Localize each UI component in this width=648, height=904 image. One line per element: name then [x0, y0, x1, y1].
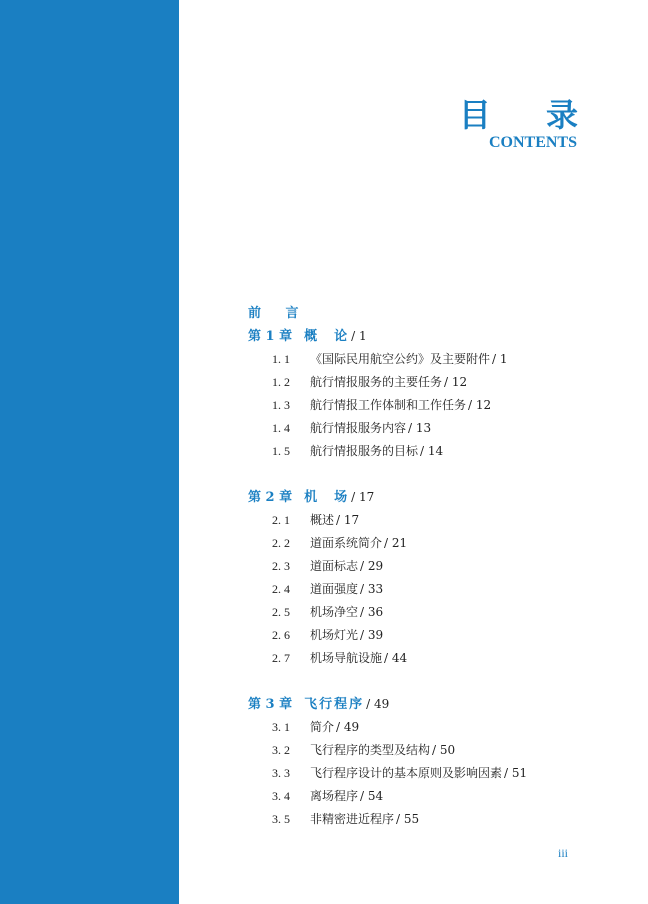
section-number: 3. 1 [272, 720, 290, 734]
toc-chapter [248, 325, 588, 463]
section-page: / 39 [360, 628, 384, 642]
section-page: / 51 [504, 766, 528, 780]
section-page: / 13 [408, 421, 432, 435]
chapter-page: / 1 [351, 329, 367, 343]
section-number: 1. 3 [272, 398, 290, 412]
section-page: / 29 [360, 559, 384, 573]
toc-chapter-entry[interactable] [248, 486, 588, 509]
toc-preface-link[interactable]: 前 言 [248, 306, 309, 321]
toc-section-entry[interactable] [248, 739, 588, 762]
section-page: / 54 [360, 789, 384, 803]
section-page: / 12 [468, 398, 492, 412]
chapter-title: 机 场 [304, 490, 350, 505]
table-of-contents [248, 302, 588, 831]
section-number: 1. 5 [272, 444, 290, 458]
toc-chapter [248, 693, 588, 831]
section-page: / 33 [360, 582, 384, 596]
section-title: 机场灯光 [310, 628, 359, 642]
chapter-page: / 17 [351, 490, 375, 504]
contents-title-cn: 目 录 [458, 96, 600, 134]
section-number: 2. 4 [272, 582, 290, 596]
toc-section-entry[interactable] [248, 785, 588, 808]
toc-section-entry[interactable] [248, 578, 588, 601]
chapter-label: 第 3 章 [248, 697, 293, 712]
chapter-label: 第 2 章 [248, 490, 293, 505]
toc-section-entry[interactable] [248, 348, 588, 371]
side-color-bar [0, 0, 179, 904]
section-number: 2. 2 [272, 536, 290, 550]
section-page: / 36 [360, 605, 384, 619]
contents-title-en: CONTENTS [488, 134, 577, 151]
section-title: 航行情报工作体制和工作任务 [310, 398, 467, 412]
toc-section-entry[interactable] [248, 371, 588, 394]
section-page: / 12 [444, 375, 468, 389]
toc-chapters [248, 325, 588, 831]
toc-section-entry[interactable] [248, 532, 588, 555]
section-title: 机场导航设施 [310, 651, 383, 665]
toc-section-entry[interactable] [248, 808, 588, 831]
section-title: 航行情报服务的主要任务 [310, 375, 443, 389]
toc-section-entry[interactable] [248, 555, 588, 578]
section-number: 3. 3 [272, 766, 290, 780]
section-number: 1. 4 [272, 421, 290, 435]
section-number: 2. 6 [272, 628, 290, 642]
section-number: 2. 1 [272, 513, 290, 527]
toc-section-entry[interactable] [248, 509, 588, 532]
section-number: 3. 4 [272, 789, 290, 803]
toc-chapter [248, 486, 588, 670]
section-page: / 44 [384, 651, 408, 665]
toc-chapter-entry[interactable] [248, 693, 588, 716]
section-title: 航行情报服务的目标 [310, 444, 419, 458]
section-page: / 17 [336, 513, 360, 527]
section-page: / 49 [336, 720, 360, 734]
toc-section-entry[interactable] [248, 716, 588, 739]
section-title: 《国际民用航空公约》及主要附件 [310, 352, 491, 366]
section-title: 机场净空 [310, 605, 359, 619]
toc-section-entry[interactable] [248, 417, 588, 440]
chapter-title: 飞行程序 [304, 697, 365, 712]
chapter-title: 概 论 [304, 329, 350, 344]
section-number: 2. 7 [272, 651, 290, 665]
section-page: / 55 [396, 812, 420, 826]
section-number: 3. 5 [272, 812, 290, 826]
toc-section-entry[interactable] [248, 601, 588, 624]
section-number: 1. 2 [272, 375, 290, 389]
section-title: 离场程序 [310, 789, 359, 803]
section-title: 飞行程序的类型及结构 [310, 743, 431, 757]
toc-section-entry[interactable] [248, 647, 588, 670]
toc-chapter-entry[interactable] [248, 325, 588, 348]
toc-section-entry[interactable] [248, 762, 588, 785]
page-number: iii [557, 846, 568, 860]
toc-section-entry[interactable] [248, 440, 588, 463]
toc-section-entry[interactable] [248, 624, 588, 647]
section-number: 2. 5 [272, 605, 290, 619]
section-page: / 50 [432, 743, 456, 757]
section-title: 非精密进近程序 [310, 812, 395, 826]
section-title: 简介 [310, 720, 335, 734]
section-title: 概述 [310, 513, 335, 527]
chapter-label: 第 1 章 [248, 329, 293, 344]
section-number: 1. 1 [272, 352, 290, 366]
toc-section-entry[interactable] [248, 394, 588, 417]
section-number: 3. 2 [272, 743, 290, 757]
section-page: / 1 [492, 352, 508, 366]
section-title: 飞行程序设计的基本原则及影响因素 [310, 766, 503, 780]
section-page: / 21 [384, 536, 408, 550]
section-number: 2. 3 [272, 559, 290, 573]
section-title: 道面标志 [310, 559, 359, 573]
section-title: 道面系统简介 [310, 536, 383, 550]
section-title: 道面强度 [310, 582, 359, 596]
section-title: 航行情报服务内容 [310, 421, 407, 435]
chapter-page: / 49 [366, 697, 390, 711]
section-page: / 14 [420, 444, 444, 458]
